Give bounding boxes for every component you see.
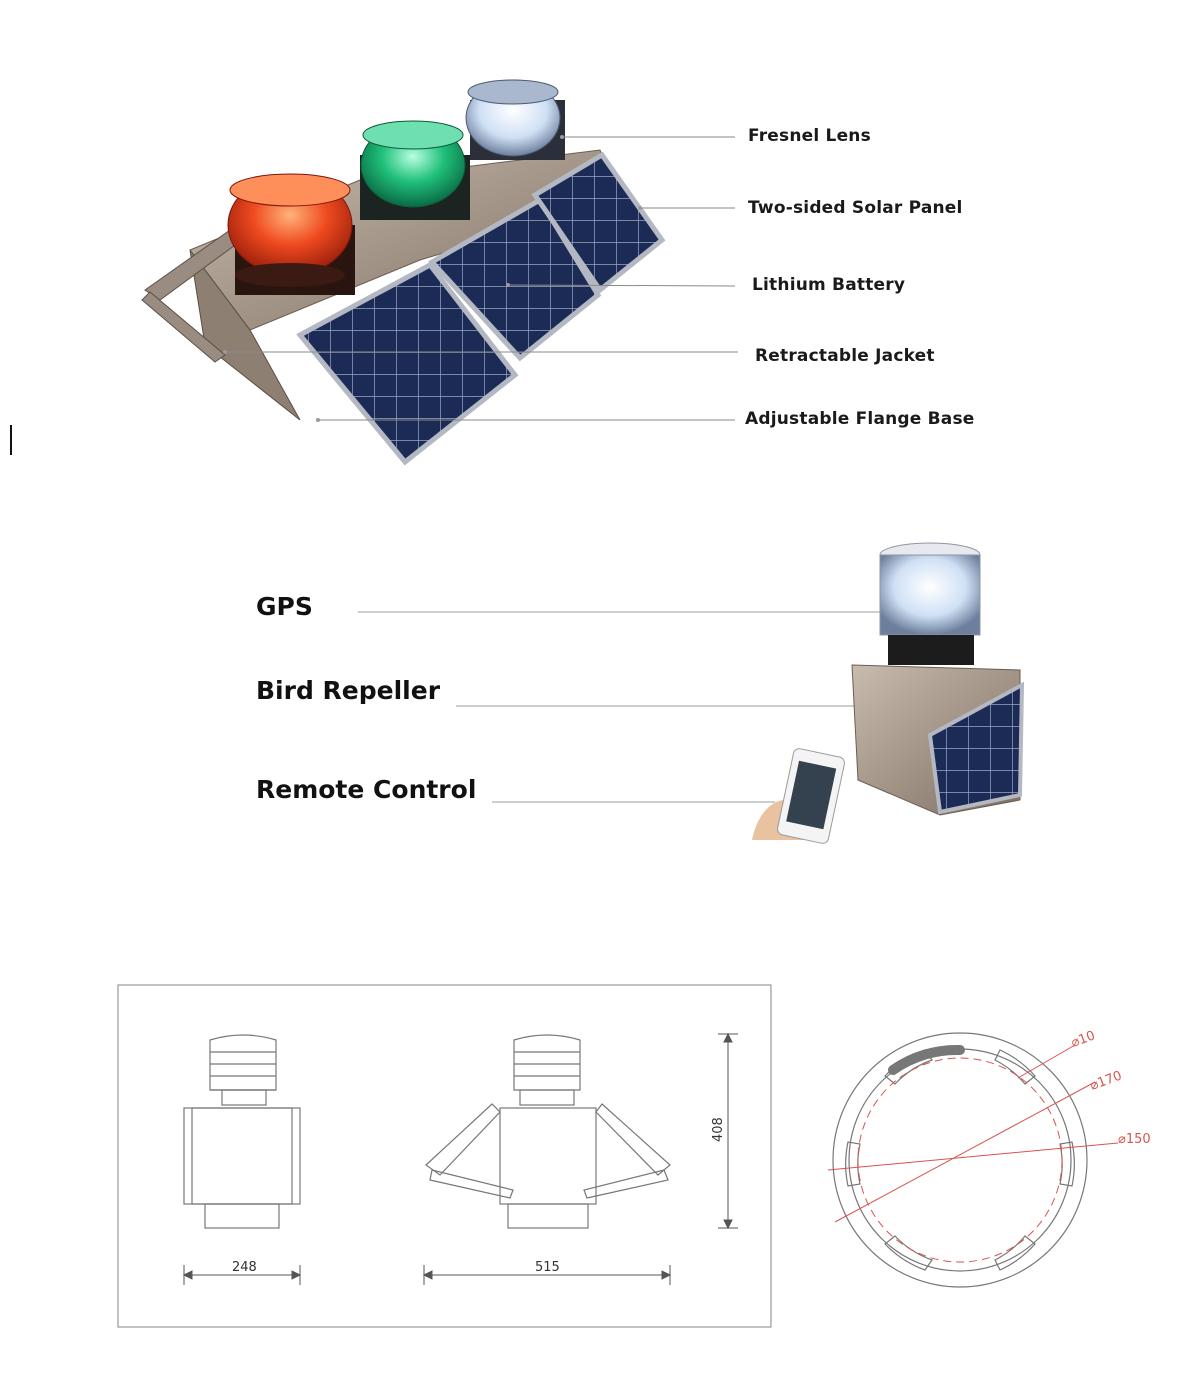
- callout-lithium-battery: Lithium Battery: [752, 275, 906, 295]
- callout-fresnel-lens: Fresnel Lens: [748, 126, 871, 146]
- feature-gps: GPS: [256, 592, 313, 621]
- callout-retractable-jacket: Retractable Jacket: [755, 346, 935, 366]
- dim-height: 408: [711, 1117, 726, 1142]
- callout-solar-panel: Two-sided Solar Panel: [748, 198, 963, 218]
- dim-pcd-diameter: ⌀150: [1118, 1132, 1151, 1147]
- dim-hole-diameter: ⌀10: [1069, 1028, 1098, 1051]
- dim-outer-diameter: ⌀170: [1088, 1068, 1125, 1094]
- dim-open-width: 515: [535, 1260, 560, 1275]
- feature-remote-control: Remote Control: [256, 775, 477, 804]
- callout-flange-base: Adjustable Flange Base: [745, 409, 975, 429]
- dim-front-width: 248: [232, 1260, 257, 1275]
- feature-bird-repeller: Bird Repeller: [256, 676, 441, 705]
